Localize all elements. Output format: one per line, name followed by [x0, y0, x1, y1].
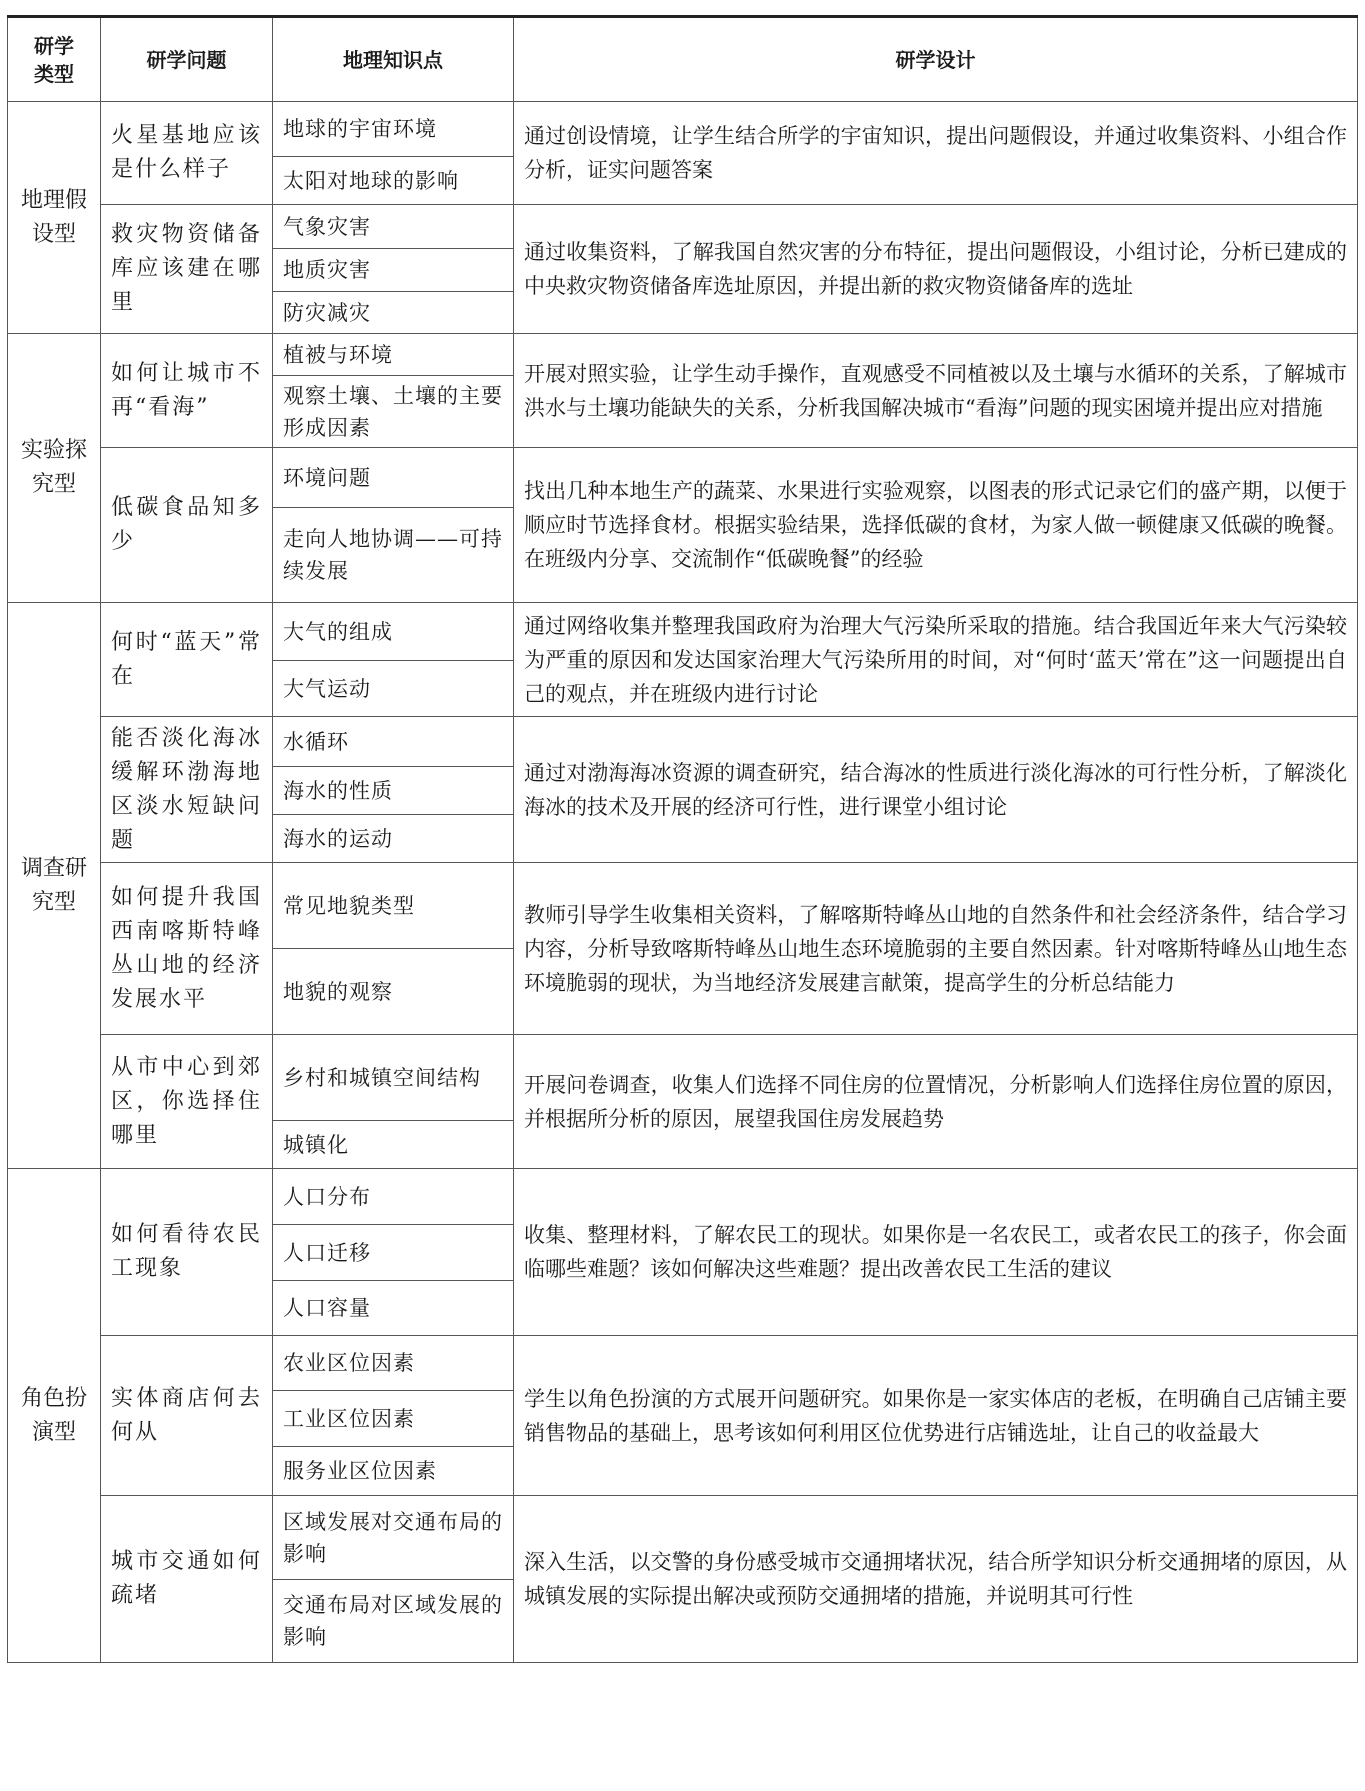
type-cell: 地理假 设型	[8, 102, 101, 334]
table-row	[8, 205, 1358, 249]
knowledge-cell: 海水的性质	[273, 767, 514, 815]
design-cell: 教师引导学生收集相关资料，了解喀斯特峰丛山地的自然条件和社会经济条件，结合学习内容，分析导致喀斯特峰丛山地生态环境脆弱的主要自然因素。针对喀斯特峰丛山地生态环境脆弱的现状，为当地经济发展建言献策，提高学生的分析总结能力	[514, 863, 1358, 1035]
header-question: 研学问题	[101, 17, 273, 102]
knowledge-cell: 走向人地协调——可持续发展	[273, 508, 514, 603]
table-row	[8, 1035, 1358, 1121]
design-cell: 收集、整理材料，了解农民工的现状。如果你是一名农民工，或者农民工的孩子，你会面临哪些难题？该如何解决这些难题？提出改善农民工生活的建议	[514, 1169, 1358, 1336]
question-cell: 如何提升我国西南喀斯特峰丛山地的经济发展水平	[101, 863, 273, 1035]
header-design: 研学设计	[514, 17, 1358, 102]
knowledge-cell: 乡村和城镇空间结构	[273, 1035, 514, 1121]
design-cell: 学生以角色扮演的方式展开问题研究。如果你是一家实体店的老板，在明确自己店铺主要销售物品的基础上，思考该如何利用区位优势进行店铺选址，让自己的收益最大	[514, 1336, 1358, 1496]
knowledge-cell: 交通布局对区域发展的影响	[273, 1580, 514, 1663]
knowledge-cell: 太阳对地球的影响	[273, 157, 514, 205]
table-row	[8, 1169, 1358, 1225]
table-row	[8, 334, 1358, 376]
knowledge-cell: 海水的运动	[273, 815, 514, 863]
type-cell: 角色扮 演型	[8, 1169, 101, 1663]
design-cell: 开展对照实验，让学生动手操作，直观感受不同植被以及土壤与水循环的关系，了解城市洪水与土壤功能缺失的关系，分析我国解决城市“看海”问题的现实困境并提出应对措施	[514, 334, 1358, 448]
design-cell: 通过对渤海海冰资源的调查研究，结合海冰的性质进行淡化海冰的可行性分析，了解淡化海冰的技术及开展的经济可行性，进行课堂小组讨论	[514, 717, 1358, 863]
design-cell: 开展问卷调查，收集人们选择不同住房的位置情况，分析影响人们选择住房位置的原因，并根据所分析的原因，展望我国住房发展趋势	[514, 1035, 1358, 1169]
table-row	[8, 603, 1358, 661]
knowledge-cell: 植被与环境	[273, 334, 514, 376]
design-cell: 找出几种本地生产的蔬菜、水果进行实验观察，以图表的形式记录它们的盛产期，以便于顺应时节选择食材。根据实验结果，选择低碳的食材，为家人做一顿健康又低碳的晚餐。在班级内分享、交流制作“低碳晚餐”的经验	[514, 448, 1358, 603]
knowledge-cell: 观察土壤、土壤的主要形成因素	[273, 376, 514, 448]
table-header-row	[8, 17, 1358, 102]
knowledge-cell: 地球的宇宙环境	[273, 102, 514, 157]
knowledge-cell: 常见地貌类型	[273, 863, 514, 949]
question-cell: 如何让城市不再“看海”	[101, 334, 273, 448]
knowledge-cell: 大气运动	[273, 661, 514, 717]
knowledge-cell: 气象灾害	[273, 205, 514, 249]
question-cell: 城市交通如何疏堵	[101, 1496, 273, 1663]
table-row	[8, 1336, 1358, 1391]
design-cell: 通过网络收集并整理我国政府为治理大气污染所采取的措施。结合我国近年来大气污染较为严重的原因和发达国家治理大气污染所用的时间，对“何时‘蓝天’常在”这一问题提出自己的观点，并在班级内进行讨论	[514, 603, 1358, 717]
header-knowledge: 地理知识点	[273, 17, 514, 102]
knowledge-cell: 农业区位因素	[273, 1336, 514, 1391]
table-row	[8, 863, 1358, 949]
knowledge-cell: 人口迁移	[273, 1225, 514, 1281]
knowledge-cell: 工业区位因素	[273, 1391, 514, 1447]
type-cell: 实验探 究型	[8, 334, 101, 603]
knowledge-cell: 水循环	[273, 717, 514, 767]
table-row	[8, 1496, 1358, 1580]
header-type: 研学 类型	[8, 17, 101, 102]
knowledge-cell: 环境问题	[273, 448, 514, 508]
design-cell: 通过收集资料，了解我国自然灾害的分布特征，提出问题假设，小组讨论，分析已建成的中央救灾物资储备库选址原因，并提出新的救灾物资储备库的选址	[514, 205, 1358, 334]
design-cell: 通过创设情境，让学生结合所学的宇宙知识，提出问题假设，并通过收集资料、小组合作分析，证实问题答案	[514, 102, 1358, 205]
type-cell: 调查研 究型	[8, 603, 101, 1169]
table-row	[8, 448, 1358, 508]
question-cell: 如何看待农民工现象	[101, 1169, 273, 1336]
question-cell: 火星基地应该是什么样子	[101, 102, 273, 205]
knowledge-cell: 服务业区位因素	[273, 1447, 514, 1496]
knowledge-cell: 地貌的观察	[273, 949, 514, 1035]
question-cell: 从市中心到郊区，你选择住哪里	[101, 1035, 273, 1169]
knowledge-cell: 人口分布	[273, 1169, 514, 1225]
knowledge-cell: 地质灾害	[273, 249, 514, 292]
knowledge-cell: 防灾减灾	[273, 292, 514, 334]
table-row	[8, 717, 1358, 767]
knowledge-cell: 大气的组成	[273, 603, 514, 661]
table-row	[8, 102, 1358, 157]
question-cell: 救灾物资储备库应该建在哪里	[101, 205, 273, 334]
question-cell: 低碳食品知多少	[101, 448, 273, 603]
knowledge-cell: 区域发展对交通布局的影响	[273, 1496, 514, 1580]
question-cell: 能否淡化海冰缓解环渤海地区淡水短缺问题	[101, 717, 273, 863]
question-cell: 实体商店何去何从	[101, 1336, 273, 1496]
knowledge-cell: 城镇化	[273, 1121, 514, 1169]
knowledge-cell: 人口容量	[273, 1281, 514, 1336]
question-cell: 何时“蓝天”常在	[101, 603, 273, 717]
research-design-table	[7, 15, 1358, 1663]
design-cell: 深入生活，以交警的身份感受城市交通拥堵状况，结合所学知识分析交通拥堵的原因，从城镇发展的实际提出解决或预防交通拥堵的措施，并说明其可行性	[514, 1496, 1358, 1663]
